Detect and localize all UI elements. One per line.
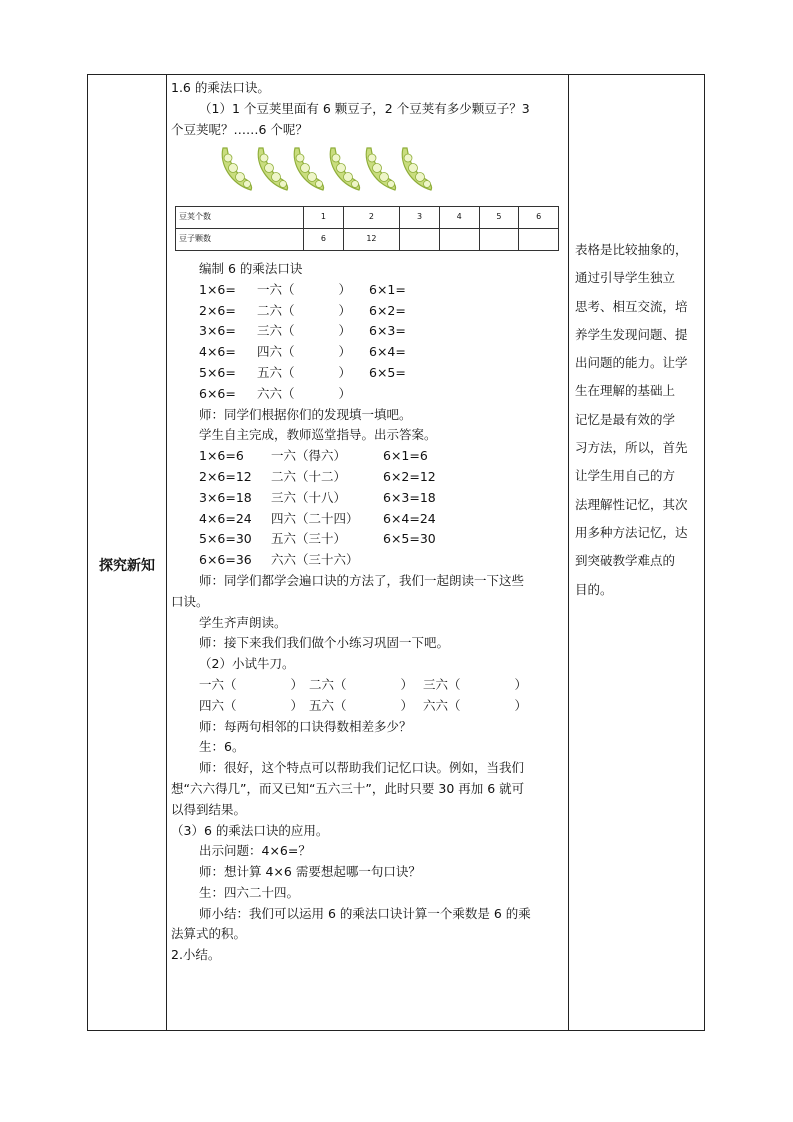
pea-pod-icon xyxy=(361,144,401,196)
table-cell: 6 xyxy=(519,207,559,229)
table-row xyxy=(176,207,559,229)
table-cell: 3 xyxy=(400,207,440,229)
note-line: 记忆是最有效的学 xyxy=(575,411,676,427)
subsection-summary: 2.小结。 xyxy=(171,947,221,963)
list-item: 一六（ ） 二六（ ） 三六（ ） xyxy=(199,676,528,692)
heading-6-multiplication: 1.6 的乘法口诀。 xyxy=(171,80,270,95)
teacher-line-1: 师：同学们根据你们的发现填一填吧。 xyxy=(199,406,412,422)
lesson-content xyxy=(171,78,567,966)
list-item: 5×6= 五六（ ） 6×5= xyxy=(199,364,406,380)
teacher-line-9c: 以得到结果。 xyxy=(171,801,247,817)
list-item: 四六（ ） 五六（ ） 六六（ ） xyxy=(199,697,528,713)
list-item: 3×6=18 三六（十八） 6×3=18 xyxy=(199,489,436,505)
table-cell xyxy=(439,229,479,251)
teacher-line-9b: 想“六六得几”，而又已知“五六三十”，此时只要 30 再加 6 就可 xyxy=(171,780,525,796)
list-item: 1×6=6 一六（得六） 6×1=6 xyxy=(199,448,428,464)
table-cell: 4 xyxy=(439,207,479,229)
student-line-13: 生：四六二十四。 xyxy=(199,884,300,900)
note-line: 让学生用自己的方 xyxy=(575,468,676,484)
column-divider-left xyxy=(166,74,167,1031)
note-line: 通过引导学生独立 xyxy=(575,270,676,286)
note-line: 用多种方法记忆，达 xyxy=(575,524,688,540)
summary-line-b: 法算式的积。 xyxy=(171,926,247,942)
table-cell: 豆子颗数 xyxy=(176,229,304,251)
list-item: 3×6= 三六（ ） 6×3= xyxy=(199,323,406,339)
table-cell: 1 xyxy=(304,207,344,229)
bean-count-table xyxy=(175,206,559,251)
pea-pod-icon xyxy=(253,144,293,196)
table-cell: 豆荚个数 xyxy=(176,207,304,229)
table-row xyxy=(176,229,559,251)
note-line: 养学生发现问题、提 xyxy=(575,326,688,342)
problem-line: 出示问题：4×6=？ xyxy=(199,843,311,859)
application-title: （3）6 的乘法口诀的应用。 xyxy=(171,822,329,838)
summary-line-a: 师小结：我们可以运用 6 的乘法口诀计算一个乘数是 6 的乘 xyxy=(199,905,531,921)
student-reading: 学生齐声朗读。 xyxy=(199,614,287,630)
table-cell xyxy=(519,229,559,251)
note-line: 思考、相互交流，培 xyxy=(575,298,688,314)
list-item: 4×6=24 四六（二十四） 6×4=24 xyxy=(199,510,436,526)
design-intent-note xyxy=(575,236,703,604)
pea-pod-icon xyxy=(397,144,437,196)
question-1-line1: （1）1 个豆荚里面有 6 颗豆子，2 个豆荚有多少颗豆子？3 xyxy=(199,100,530,116)
student-line-8: 生：6。 xyxy=(199,739,245,755)
note-line: 法理解性记忆，其次 xyxy=(575,496,688,512)
note-line: 习方法，所以，首先 xyxy=(575,440,688,456)
teacher-line-12: 师：想计算 4×6 需要想起哪一句口诀？ xyxy=(199,864,421,880)
table-cell: 5 xyxy=(479,207,519,229)
teacher-line-2: 学生自主完成，教师巡堂指导。出示答案。 xyxy=(199,427,437,443)
table-cell xyxy=(400,229,440,251)
compile-title: 编制 6 的乘法口诀 xyxy=(199,260,303,276)
list-item: 1×6= 一六（ ） 6×1= xyxy=(199,281,406,297)
pea-pod-icon xyxy=(289,144,329,196)
teacher-line-5: 师：接下来我们我们做个小练习巩固一下吧。 xyxy=(199,635,450,651)
pea-pod-icon xyxy=(217,144,257,196)
teacher-line-7: 师：每两句相邻的口诀得数相差多少？ xyxy=(199,718,412,734)
teacher-line-3b: 口诀。 xyxy=(171,593,209,609)
table-cell: 2 xyxy=(343,207,399,229)
section-label: 探究新知 xyxy=(99,558,155,574)
list-item: 4×6= 四六（ ） 6×4= xyxy=(199,344,406,360)
list-item: 2×6=12 二六（十二） 6×2=12 xyxy=(199,468,436,484)
pea-pods-illustration xyxy=(171,142,567,200)
practice-rows xyxy=(171,675,567,717)
table-cell xyxy=(479,229,519,251)
note-line: 表格是比较抽象的， xyxy=(575,242,688,257)
note-line: 目的。 xyxy=(575,581,613,597)
note-line: 到突破教学难点的 xyxy=(575,553,676,569)
pea-pod-icon xyxy=(325,144,365,196)
table-cell: 6 xyxy=(304,229,344,251)
table-cell: 12 xyxy=(343,229,399,251)
note-line: 生在理解的基础上 xyxy=(575,383,676,399)
list-item: 2×6= 二六（ ） 6×2= xyxy=(199,302,406,318)
list-item: 6×6= 六六（ ） xyxy=(199,385,352,401)
blank-rows xyxy=(171,280,567,405)
practice-title: （2）小试牛刀。 xyxy=(199,656,295,672)
list-item: 5×6=30 五六（三十） 6×5=30 xyxy=(199,531,436,547)
note-line: 出问题的能力。让学 xyxy=(575,355,688,371)
teacher-line-9a: 师：很好，这个特点可以帮助我们记忆口诀。例如，当我们 xyxy=(199,760,525,776)
list-item: 6×6=36 六六（三十六） xyxy=(199,552,359,568)
answer-rows xyxy=(171,446,567,571)
column-divider-right xyxy=(568,74,569,1031)
question-1-line2: 个豆荚呢？……6 个呢？ xyxy=(171,121,308,137)
teacher-line-3a: 师：同学们都学会遍口诀的方法了，我们一起朗读一下这些 xyxy=(199,572,525,588)
